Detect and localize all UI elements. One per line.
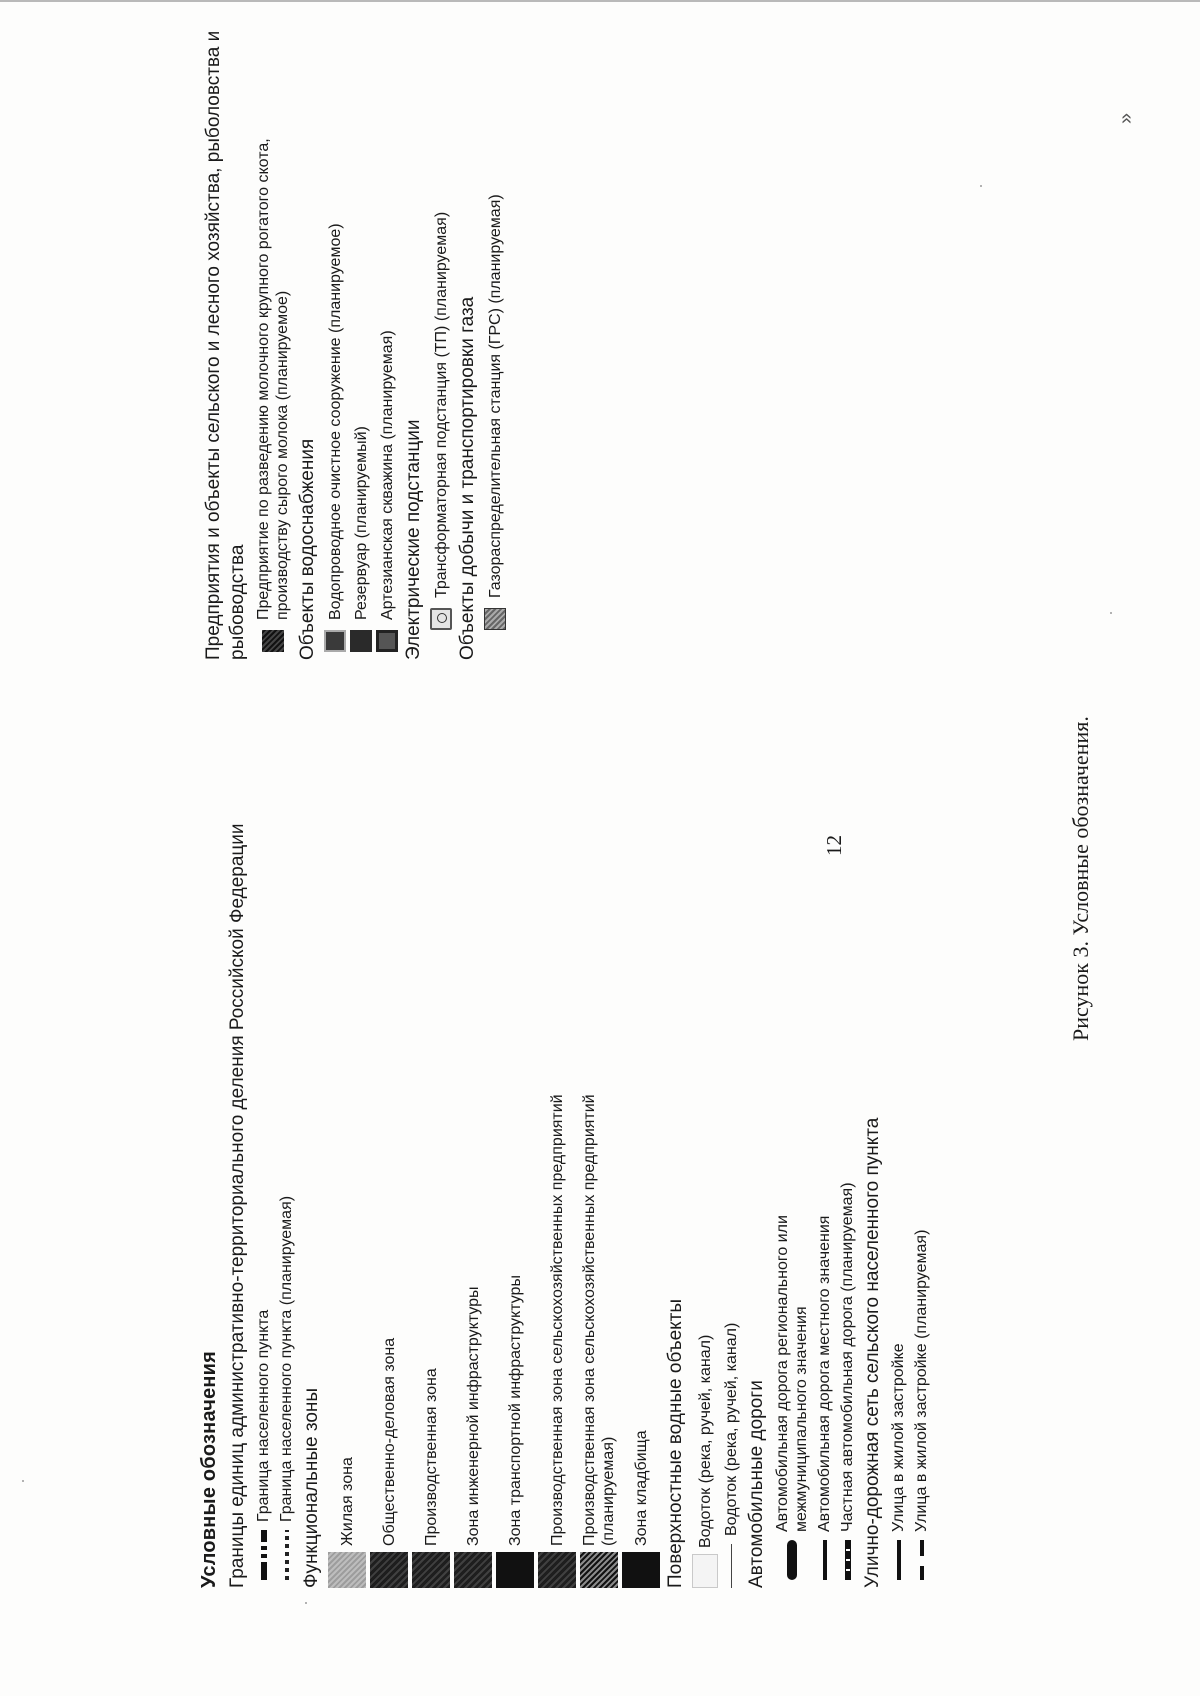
legend-item — [254, 708, 273, 1580]
group-header-streets: Улично-дорожная сеть сельского населенного пункта — [862, 1117, 883, 1588]
artesian-well-icon — [376, 630, 398, 652]
zone-swatch — [580, 1552, 618, 1588]
zone-swatch — [622, 1552, 660, 1588]
legend-item-label: Производственная зона сельскохозяйственных предприятий (планируемая) — [581, 1094, 617, 1546]
legend-item-label: Производственная зона — [422, 1368, 440, 1546]
legend-item-label: Предприятие по разведению молочного крупного рогатого скота, производству сырого молока (планируемое) — [255, 138, 291, 620]
legend-item — [496, 708, 534, 1588]
transformer-substation-icon — [430, 608, 452, 630]
legend-item-label: Зона кладбища — [632, 1430, 650, 1546]
legend-item-label: Граница населенного пункта (планируемая) — [278, 1195, 295, 1522]
figure-caption: Рисунок 3. Условные обозначения. — [1068, 716, 1093, 1041]
legend-item — [254, 0, 292, 652]
water-swatch — [692, 1554, 718, 1588]
legend-item-label: Водоток (река, ручей, канал) — [696, 1334, 714, 1548]
legend-item — [350, 0, 372, 652]
legend-item-label: Улица в жилой застройке — [890, 1343, 907, 1532]
watercourse-line-symbol — [731, 1544, 732, 1588]
legend-left-column — [198, 708, 935, 1588]
legend-item-label: Зона инженерной инфраструктуры — [464, 1286, 482, 1546]
legend-right-column — [198, 0, 510, 660]
legend-item-label: Зона транспортной инфраструктуры — [506, 1275, 524, 1546]
group-header-gas: Объекты добычи и транспортировки газа — [457, 296, 478, 660]
legend-item — [889, 708, 908, 1580]
zone-swatch — [412, 1552, 450, 1588]
group-header-power: Электрические подстанции — [403, 419, 424, 660]
legend-item-label: Водоток (река, ручей, канал) — [723, 1322, 740, 1536]
legend-item — [912, 708, 931, 1580]
legend-item — [370, 708, 408, 1588]
legend-item — [580, 708, 618, 1588]
legend-item-label: Резервуар (планируемый) — [352, 426, 370, 620]
street-symbol — [897, 1540, 901, 1580]
group-header-roads: Автомобильные дороги — [746, 1380, 767, 1588]
legend-item-label: Автомобильная дорога регионального или межмуниципального значения — [774, 1215, 810, 1532]
legend-item-label: Автомобильная дорога местного значения — [816, 1215, 833, 1532]
zone-swatch — [370, 1552, 408, 1588]
legend-item-label: Газораспределительная станция (ГРС) (планируемая) — [486, 194, 504, 598]
legend-item-label: Артезианская скважина (планируемая) — [378, 330, 396, 620]
road-regional-symbol — [787, 1540, 797, 1580]
legend-item — [328, 708, 366, 1588]
street-planned-symbol — [920, 1540, 924, 1580]
group-header-water-supply: Объекты водоснабжения — [297, 438, 318, 660]
legend-item — [692, 708, 718, 1588]
zone-swatch — [328, 1552, 366, 1588]
gas-distribution-station-icon — [484, 608, 506, 630]
legend-item — [773, 708, 811, 1580]
group-header-water: Поверхностные водные объекты — [665, 1298, 686, 1588]
legend-item — [376, 0, 398, 652]
reservoir-icon — [350, 630, 372, 652]
legend-title: Условные обозначения — [198, 1350, 220, 1588]
legend-item — [838, 708, 857, 1580]
boundary-line-planned-symbol — [285, 1530, 289, 1580]
zone-swatch — [538, 1552, 576, 1588]
legend-item-label: Производственная зона сельскохозяйственных предприятий — [548, 1094, 566, 1546]
legend-item — [722, 708, 741, 1588]
legend-item-label: Граница населенного пункта — [255, 1309, 272, 1522]
legend-item-label: Водопроводное очистное сооружение (планируемое) — [326, 223, 344, 620]
legend-item-label: Трансформаторная подстанция (ТП) (планируемая) — [432, 211, 450, 598]
boundary-line-symbol — [261, 1530, 267, 1580]
legend-item — [622, 708, 660, 1588]
page-number: 12 — [822, 835, 846, 856]
dairy-farm-icon — [262, 630, 284, 652]
legend-item — [324, 0, 346, 652]
legend-item — [277, 708, 296, 1580]
legend-item — [538, 708, 576, 1588]
group-header-agri: Предприятия и объекты сельского и лесного хозяйства, рыболовства и рыбоводства — [203, 30, 248, 660]
road-private-symbol — [845, 1540, 851, 1580]
zone-swatch — [496, 1552, 534, 1588]
legend-item — [454, 708, 492, 1588]
margin-mark: » — [1115, 112, 1137, 124]
legend-item — [412, 708, 450, 1588]
legend-item-label: Частная автомобильная дорога (планируемая) — [839, 1182, 856, 1532]
group-header-zones: Функциональные зоны — [301, 1387, 322, 1588]
legend-item-label: Жилая зона — [338, 1457, 356, 1546]
legend-item — [430, 0, 452, 630]
legend-item — [815, 708, 834, 1580]
legend-item — [484, 0, 506, 630]
water-treatment-icon — [324, 630, 346, 652]
zone-swatch — [454, 1552, 492, 1588]
group-header-boundaries: Границы единиц административно-территориального деления Российской Федерации — [227, 823, 248, 1588]
legend-item-label: Улица в жилой застройке (планируемая) — [913, 1229, 930, 1532]
legend-item-label: Общественно-деловая зона — [380, 1337, 398, 1546]
road-local-symbol — [823, 1540, 827, 1580]
